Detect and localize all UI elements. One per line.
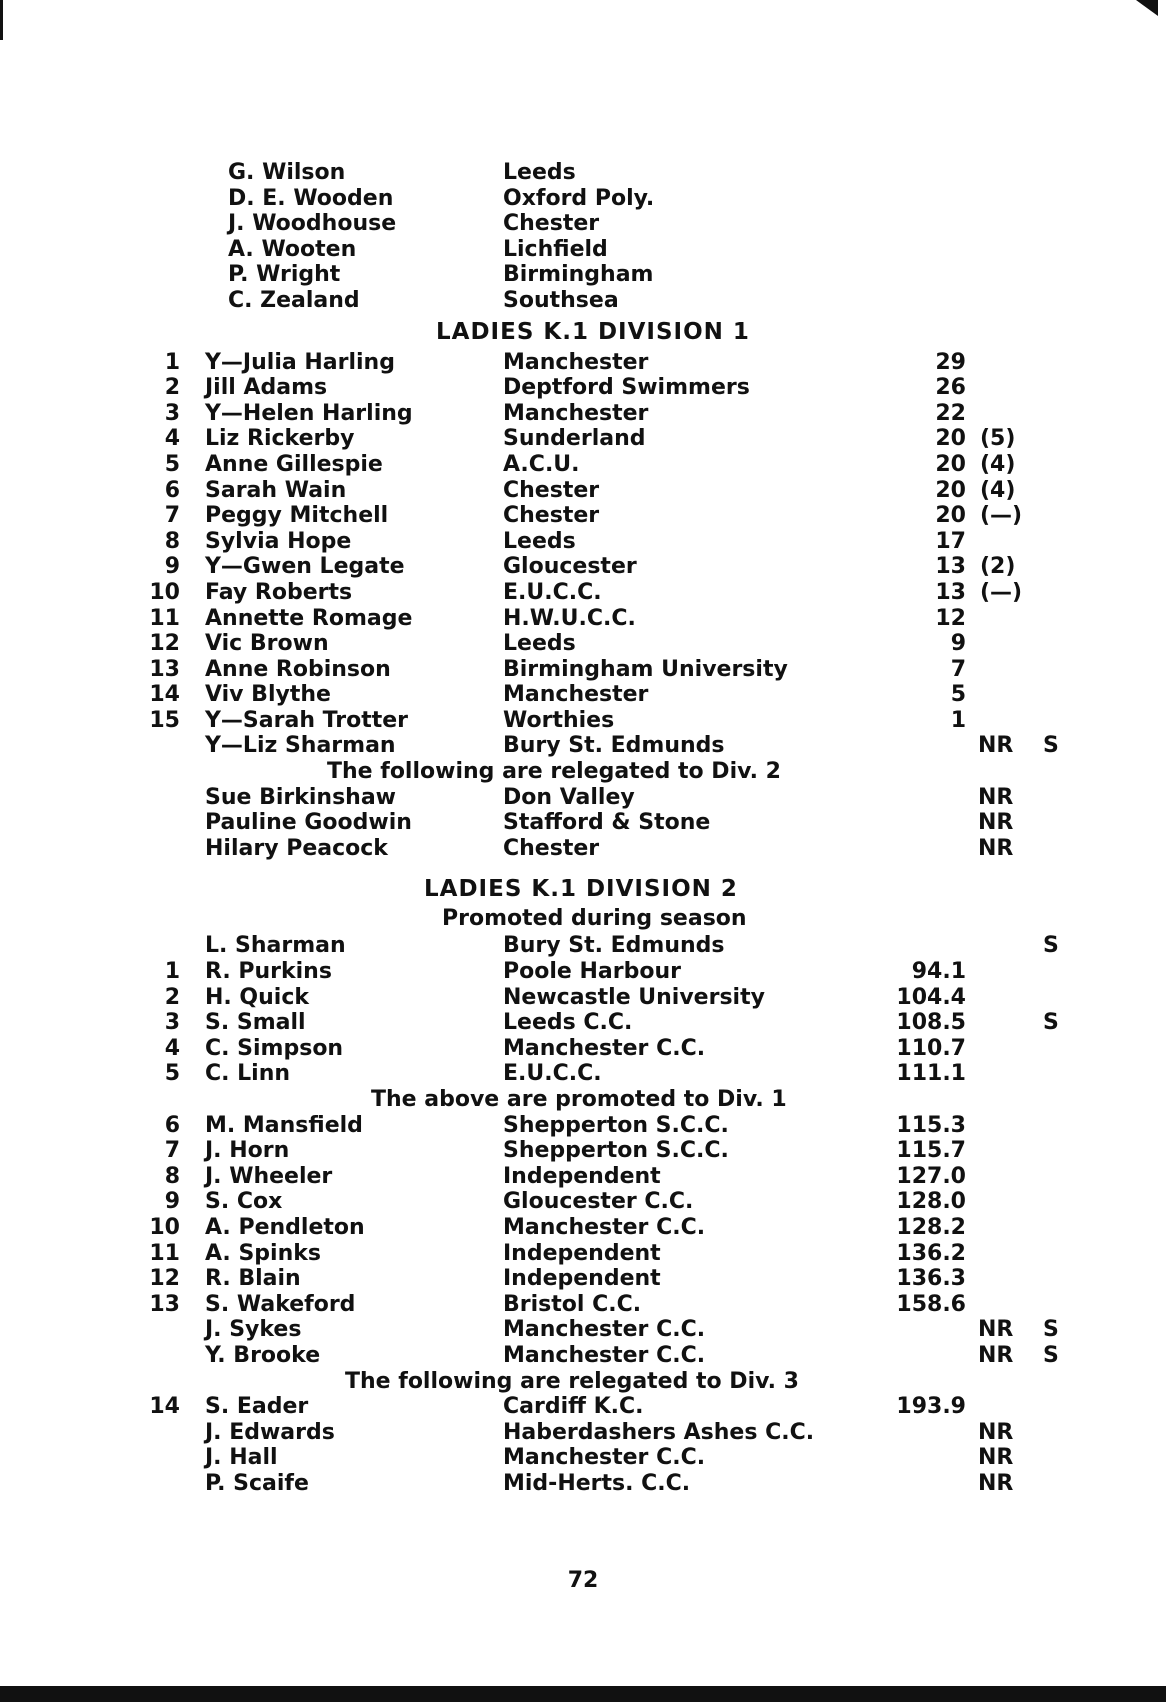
entry-score: 128.0 (896, 1189, 966, 1215)
entry-num: 9 (164, 1189, 180, 1215)
entry-score: 158.6 (896, 1291, 966, 1317)
entry-nr: NR (978, 1470, 1014, 1496)
scan-edge-bottom (0, 1686, 1166, 1702)
entry-nr: NR (978, 1445, 1014, 1471)
entry-club: Chester (503, 211, 600, 237)
entry-score: 13 (935, 579, 966, 605)
entry-num: 14 (149, 682, 180, 708)
entry-name: Y—Liz Sharman (205, 733, 396, 759)
table-row (0, 452, 1166, 478)
entry-score: 9 (950, 631, 966, 657)
entry-club: Manchester C.C. (503, 1445, 706, 1471)
div2-relegated-note-text: The following are relegated to Div. 3 (345, 1368, 799, 1394)
entry-club: Independent (503, 1240, 661, 1266)
entry-num: 12 (149, 631, 180, 657)
entry-name: J. Horn (205, 1138, 290, 1164)
entry-club: Leeds (503, 160, 576, 185)
entry-s: S (1043, 733, 1059, 759)
entry-score: 22 (935, 400, 966, 426)
table-row (0, 1266, 1166, 1292)
entry-num: 6 (164, 477, 180, 503)
entry-name: Y—Julia Harling (205, 349, 395, 375)
entry-score: 29 (935, 349, 966, 375)
entry-score: 20 (935, 477, 966, 503)
entry-name: Jill Adams (205, 375, 328, 401)
entry-name: S. Wakeford (205, 1291, 356, 1317)
table-row (0, 1343, 1166, 1369)
table-row (0, 503, 1166, 529)
results-page (0, 160, 1166, 1497)
entry-score: 20 (935, 451, 966, 477)
table-row (0, 211, 1166, 237)
entry-nr: NR (978, 784, 1014, 810)
entry-name: C. Simpson (205, 1035, 344, 1061)
entry-name: J. Wheeler (205, 1163, 333, 1189)
entry-score: 1 (950, 707, 966, 733)
entry-num: 7 (164, 503, 180, 529)
entry-score: 115.3 (896, 1112, 966, 1138)
scan-edge-left (0, 0, 3, 40)
table-row (0, 836, 1166, 862)
entry-nr: NR (978, 733, 1014, 759)
section-heading-div2: LADIES K.1 DIVISION 2 (424, 876, 738, 903)
entry-club: Cardiff K.C. (503, 1394, 644, 1420)
div1-relegated-note (0, 759, 1166, 785)
entry-paren: (4) (980, 451, 1016, 477)
entry-club: Oxford Poly. (503, 185, 655, 211)
entry-score: 136.3 (896, 1266, 966, 1292)
entry-name: L. Sharman (205, 933, 346, 959)
entry-name: Viv Blythe (205, 682, 331, 708)
table-row (0, 160, 1166, 186)
entry-s: S (1043, 933, 1059, 959)
table-row (0, 985, 1166, 1011)
entry-club: Poole Harbour (503, 959, 681, 985)
entry-name: J. Sykes (205, 1317, 302, 1343)
entry-club: Southsea (503, 287, 619, 313)
table-row (0, 1113, 1166, 1139)
table-row (0, 708, 1166, 734)
table-row (0, 262, 1166, 288)
entry-club: Gloucester C.C. (503, 1189, 694, 1215)
entry-name: P. Scaife (205, 1470, 309, 1496)
entry-name: Y—Gwen Legate (205, 554, 405, 580)
entry-name: R. Purkins (205, 959, 332, 985)
entry-name: Annette Romage (205, 605, 413, 631)
entry-paren: (4) (980, 477, 1016, 503)
table-row (0, 186, 1166, 212)
entry-name: R. Blain (205, 1266, 301, 1292)
entry-num: 5 (164, 451, 180, 477)
table-row (0, 631, 1166, 657)
table-row (0, 1164, 1166, 1190)
entry-club: Manchester (503, 349, 649, 375)
entry-num: 10 (149, 579, 180, 605)
entry-club: Don Valley (503, 784, 635, 810)
entry-score: 12 (935, 605, 966, 631)
entry-name: M. Mansfield (205, 1112, 363, 1138)
entry-num: 13 (149, 656, 180, 682)
entry-club: Sunderland (503, 426, 646, 452)
entry-club: Independent (503, 1163, 661, 1189)
entry-club: Birmingham (503, 262, 654, 288)
entry-club: A.C.U. (503, 451, 580, 477)
entry-name: J. Woodhouse (228, 211, 397, 237)
entry-club: H.W.U.C.C. (503, 605, 636, 631)
entry-num: 3 (164, 400, 180, 426)
table-row (0, 529, 1166, 555)
entry-name: H. Quick (205, 984, 310, 1010)
entry-name: Pauline Goodwin (205, 810, 412, 836)
entry-name: Peggy Mitchell (205, 503, 389, 529)
entry-num: 3 (164, 1010, 180, 1036)
entry-score: 7 (950, 656, 966, 682)
entry-nr: NR (978, 1419, 1014, 1445)
entry-num: 14 (149, 1394, 180, 1420)
entry-num: 13 (149, 1291, 180, 1317)
table-row (0, 1010, 1166, 1036)
entry-score: 110.7 (896, 1035, 966, 1061)
table-row (0, 350, 1166, 376)
entry-score: 104.4 (896, 984, 966, 1010)
entry-name: Sue Birkinshaw (205, 784, 397, 810)
entry-num: 2 (164, 984, 180, 1010)
entry-club: Manchester C.C. (503, 1035, 706, 1061)
entry-name: Y—Helen Harling (205, 400, 413, 426)
entry-num: 8 (164, 528, 180, 554)
table-row (0, 1215, 1166, 1241)
entry-club: Lichfield (503, 236, 608, 262)
entry-name: P. Wright (228, 262, 341, 288)
entry-paren: (5) (980, 426, 1016, 452)
entry-score: 20 (935, 503, 966, 529)
entry-club: Chester (503, 477, 600, 503)
table-row (0, 606, 1166, 632)
div2-results-table (0, 933, 1166, 1087)
entry-name: A. Spinks (205, 1240, 321, 1266)
entry-score: 5 (950, 682, 966, 708)
entry-club: Stafford & Stone (503, 810, 711, 836)
entry-club: Manchester (503, 682, 649, 708)
entry-club: Worthies (503, 707, 615, 733)
table-row (0, 554, 1166, 580)
entry-name: S. Cox (205, 1189, 283, 1215)
entry-score: 128.2 (896, 1214, 966, 1240)
entry-club: Manchester C.C. (503, 1342, 706, 1368)
entry-num: 5 (164, 1061, 180, 1087)
entry-name: S. Small (205, 1010, 306, 1036)
table-row (0, 580, 1166, 606)
entry-num: 15 (149, 707, 180, 733)
table-row (0, 933, 1166, 959)
entry-score: 193.9 (896, 1394, 966, 1420)
entry-name: Vic Brown (205, 631, 329, 657)
entry-num: 2 (164, 375, 180, 401)
entry-name: Y—Sarah Trotter (205, 707, 408, 733)
div2-subheading: Promoted during season (442, 906, 747, 932)
table-row (0, 1138, 1166, 1164)
table-row (0, 1420, 1166, 1446)
entry-club: Bristol C.C. (503, 1291, 642, 1317)
entry-name: A. Wooten (228, 236, 357, 262)
entry-club: Independent (503, 1266, 661, 1292)
entry-num: 1 (164, 349, 180, 375)
table-row (0, 1445, 1166, 1471)
table-row (0, 288, 1166, 314)
entry-num: 10 (149, 1214, 180, 1240)
entry-num: 11 (149, 605, 180, 631)
div2-promoted-note (0, 1087, 1166, 1113)
entry-club: Mid-Herts. C.C. (503, 1470, 691, 1496)
entry-club: Chester (503, 835, 600, 861)
entry-club: Leeds (503, 528, 576, 554)
entry-score: 26 (935, 375, 966, 401)
table-row (0, 1061, 1166, 1087)
entry-score: 115.7 (896, 1138, 966, 1164)
entry-score: 94.1 (911, 959, 966, 985)
div2-promoted-note-text: The above are promoted to Div. 1 (371, 1087, 787, 1112)
entry-nr: NR (978, 1342, 1014, 1368)
entry-name: G. Wilson (228, 160, 346, 185)
entry-name: A. Pendleton (205, 1214, 365, 1240)
table-row (0, 1394, 1166, 1420)
table-row (0, 959, 1166, 985)
entry-name: Fay Roberts (205, 579, 353, 605)
table-row (0, 785, 1166, 811)
entry-num: 9 (164, 554, 180, 580)
entry-club: Bury St. Edmunds (503, 733, 725, 759)
table-row (0, 733, 1166, 759)
div2-relegated-table (0, 1394, 1166, 1496)
entry-name: C. Zealand (228, 287, 360, 313)
entry-club: Haberdashers Ashes C.C. (503, 1419, 815, 1445)
entry-club: Shepperton S.C.C. (503, 1112, 729, 1138)
entry-num: 6 (164, 1112, 180, 1138)
div1-relegated-table (0, 785, 1166, 862)
entry-name: J. Edwards (205, 1419, 335, 1445)
entry-name: Y. Brooke (205, 1342, 321, 1368)
entry-score: 13 (935, 554, 966, 580)
entry-paren: (—) (980, 503, 1023, 529)
entry-s: S (1043, 1342, 1059, 1368)
entry-s: S (1043, 1010, 1059, 1036)
div1-results-table (0, 350, 1166, 760)
entry-paren: (2) (980, 554, 1016, 580)
table-row (0, 1292, 1166, 1318)
entry-score: 108.5 (896, 1010, 966, 1036)
entry-nr: NR (978, 1317, 1014, 1343)
entry-name: C. Linn (205, 1061, 291, 1087)
section-heading-div1: LADIES K.1 DIVISION 1 (436, 318, 750, 345)
entry-club: Gloucester (503, 554, 637, 580)
scan-corner-mark (1136, 0, 1158, 16)
entry-club: Leeds C.C. (503, 1010, 633, 1036)
table-row (0, 682, 1166, 708)
entry-name: D. E. Wooden (228, 185, 394, 211)
entry-club: E.U.C.C. (503, 579, 602, 605)
table-row (0, 375, 1166, 401)
entry-name: Liz Rickerby (205, 426, 355, 452)
entry-club: Chester (503, 503, 600, 529)
entry-name: Sarah Wain (205, 477, 347, 503)
table-row (0, 237, 1166, 263)
entry-score: 111.1 (896, 1061, 966, 1087)
entry-num: 11 (149, 1240, 180, 1266)
table-row (0, 1189, 1166, 1215)
div2-results-table-continued (0, 1113, 1166, 1369)
entry-score: 127.0 (896, 1163, 966, 1189)
entry-name: Hilary Peacock (205, 835, 388, 861)
entry-club: E.U.C.C. (503, 1061, 602, 1087)
entry-club: Shepperton S.C.C. (503, 1138, 729, 1164)
entry-nr: NR (978, 835, 1014, 861)
entry-club: Deptford Swimmers (503, 375, 750, 401)
table-row (0, 478, 1166, 504)
entry-score: 20 (935, 426, 966, 452)
table-row (0, 810, 1166, 836)
entry-club: Leeds (503, 631, 576, 657)
entry-club: Manchester C.C. (503, 1317, 706, 1343)
div2-relegated-note (0, 1369, 1166, 1395)
entry-name: Anne Robinson (205, 656, 391, 682)
entry-name: S. Eader (205, 1394, 309, 1420)
table-row (0, 426, 1166, 452)
entry-nr: NR (978, 810, 1014, 836)
entry-club: Manchester C.C. (503, 1214, 706, 1240)
entry-num: 4 (164, 426, 180, 452)
entry-num: 8 (164, 1163, 180, 1189)
entry-s: S (1043, 1317, 1059, 1343)
entry-num: 12 (149, 1266, 180, 1292)
table-row (0, 401, 1166, 427)
div1-relegated-note-text: The following are relegated to Div. 2 (327, 759, 781, 785)
table-row (0, 1036, 1166, 1062)
page-number: 72 (567, 1568, 599, 1593)
entry-name: Sylvia Hope (205, 528, 352, 554)
entry-club: Bury St. Edmunds (503, 933, 725, 959)
entry-num: 4 (164, 1035, 180, 1061)
entry-club: Manchester (503, 400, 649, 426)
table-row (0, 1471, 1166, 1497)
entry-club: Newcastle University (503, 984, 765, 1010)
entry-paren: (—) (980, 579, 1023, 605)
entry-name: Anne Gillespie (205, 451, 383, 477)
table-row (0, 657, 1166, 683)
entry-num: 1 (164, 959, 180, 985)
entry-name: J. Hall (205, 1445, 278, 1471)
entry-club: Birmingham University (503, 656, 788, 682)
continued-entries-list (0, 160, 1166, 314)
entry-score: 17 (935, 528, 966, 554)
table-row (0, 1241, 1166, 1267)
table-row (0, 1317, 1166, 1343)
entry-num: 7 (164, 1138, 180, 1164)
entry-score: 136.2 (896, 1240, 966, 1266)
